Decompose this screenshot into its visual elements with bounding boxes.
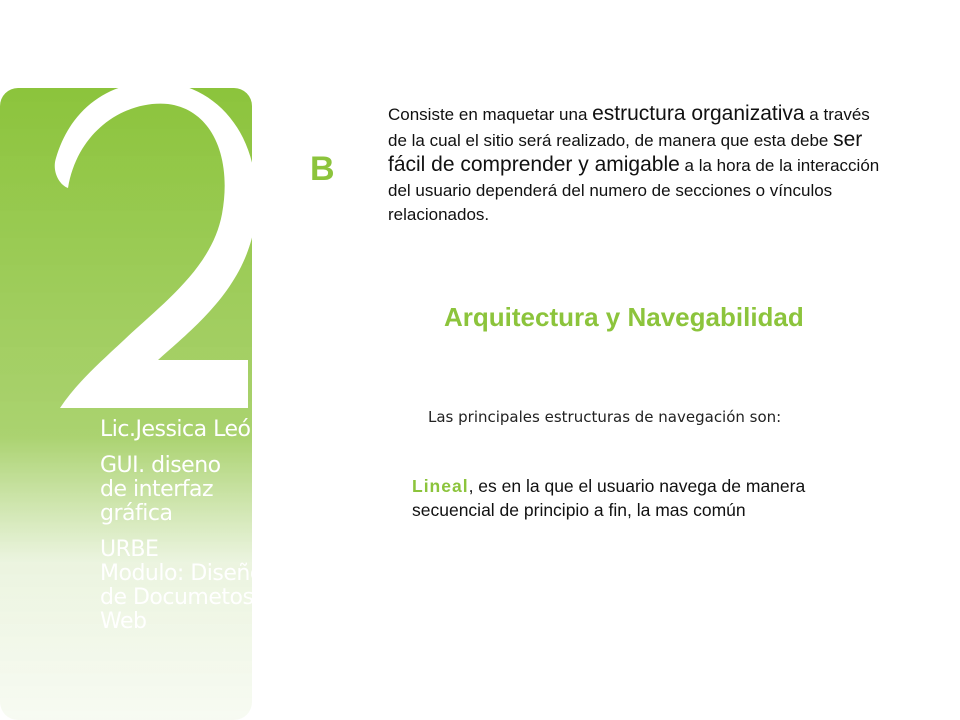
lineal-term: Lineal	[412, 476, 469, 496]
intro-text-3: a la hora de la interacción del usuario dependerá del numero de secciones o vínculos relacionados.	[388, 156, 880, 224]
section-marker: B	[310, 150, 335, 188]
lineal-text: , es en la que el usuario navega de manera secuencial de principio a fin, la mas común	[412, 476, 806, 520]
intro-emphasis-2: ser fácil de comprender y amigable	[388, 127, 863, 176]
subtitle: Las principales estructuras de navegación son:	[428, 408, 782, 426]
module-line-3: Web	[100, 609, 147, 634]
author-name: Lic.Jessica León	[100, 417, 264, 442]
intro-text-2: a través de la cual el sitio será realizado, de manera que esta debe	[388, 105, 870, 150]
author-credits	[100, 417, 264, 646]
page-title: Arquitectura y Navegabilidad	[444, 302, 804, 332]
intro-emphasis-1: estructura organizativa	[592, 102, 805, 125]
course-line-1: GUI. diseno	[100, 453, 221, 478]
intro-text-1: Consiste en maquetar una	[388, 105, 593, 124]
intro-paragraph	[388, 102, 888, 228]
lineal-description	[412, 474, 882, 522]
course-line-2: de interfaz	[100, 477, 214, 502]
course-line-3: gráfica	[100, 501, 173, 526]
institution: URBE	[100, 537, 159, 562]
module-line-1: Modulo: Diseño	[100, 561, 263, 586]
module-line-2: de Documetos	[100, 585, 254, 610]
